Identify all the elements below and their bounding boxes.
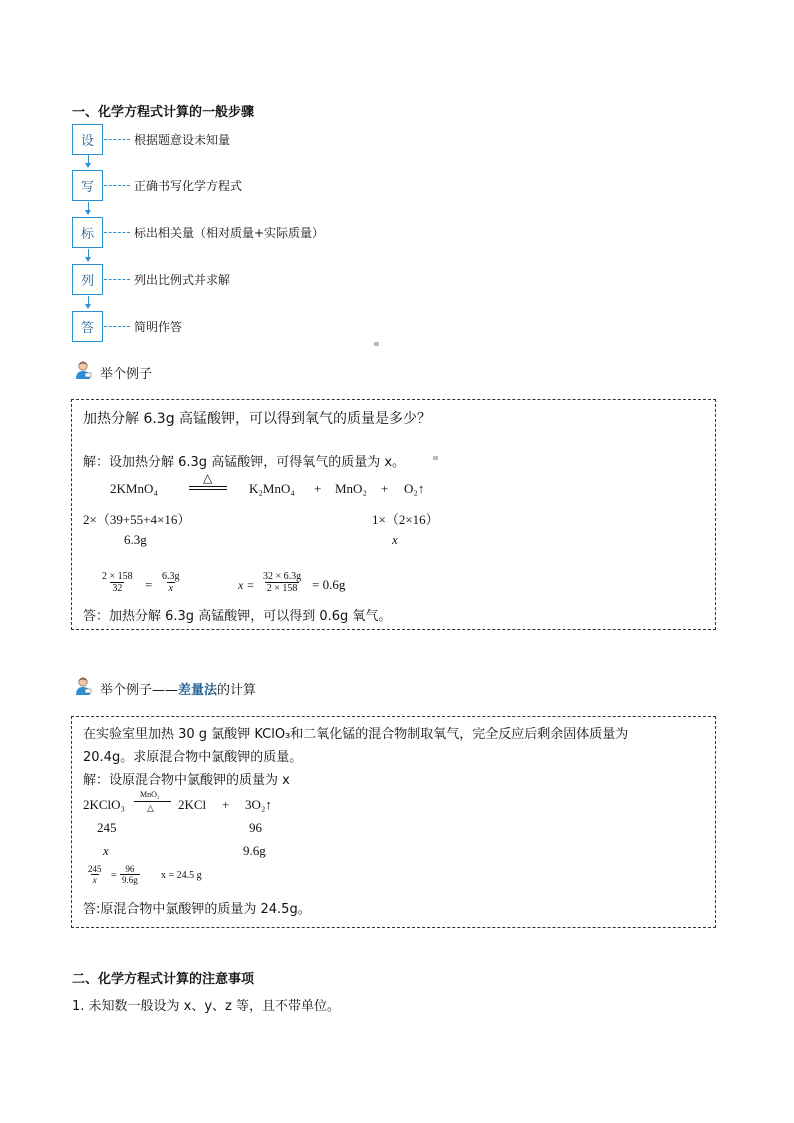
small-mark: [374, 342, 379, 346]
eq1-frac2: $\frac{6.3g}{x}$: [162, 571, 180, 594]
eq2-plus: +: [222, 797, 230, 812]
eq2-rel-left: 245: [97, 820, 117, 835]
eq1-product3: O₂↑: [404, 481, 425, 496]
step-box-2: 写: [72, 170, 103, 201]
eq1-product1: K₂MnO₄: [249, 481, 295, 496]
eq2-equals: =: [111, 870, 117, 881]
eq2-catalyst: MnO₂: [140, 790, 160, 799]
example1-question: 加热分解 6.3g 高锰酸钾，可以得到氧气的质量是多少？: [83, 411, 432, 427]
section1-title: 一、化学方程式计算的一般步骤: [72, 105, 255, 120]
section2-item1: 1. 未知数一般设为 x、y、z 等，且不带单位。: [72, 999, 341, 1014]
eq1-act-left: 6.3g: [124, 532, 147, 547]
eq1-condition: △: [203, 471, 213, 485]
example2-question-line1: 在实验室里加热 30 g 氯酸钾 KClO₃和二氧化锰的混合物制取氧气，完全反应后剩余固体质量为: [83, 727, 629, 742]
eq2-rel-right: 96: [249, 820, 262, 835]
step-box-5: 答: [72, 311, 103, 342]
example1-solution: 解：设加热分解 6.3g 高锰酸钾，可得氧气的质量为 x。: [83, 455, 406, 470]
section2-title: 二、化学方程式计算的注意事项: [72, 972, 255, 987]
eq1-equals: =: [145, 577, 153, 592]
eq1-result: = 0.6g: [312, 577, 346, 592]
eq1-plus1: +: [314, 481, 322, 496]
eq1-rel-right: 1×（2×16）: [372, 512, 439, 527]
step-text-4: 列出比例式并求解: [134, 273, 231, 287]
example1-label: 举个例子: [100, 367, 153, 382]
step-box-1: 设: [72, 124, 103, 155]
eq1-frac1: $\frac{2 \times 158}{32}$: [102, 571, 133, 594]
teacher-icon: [73, 360, 93, 380]
example1-answer: 答：加热分解 6.3g 高锰酸钾，可以得到 0.6g 氧气。: [83, 609, 392, 624]
step-text-3: 标出相关量（相对质量+实际质量）: [134, 226, 325, 240]
eq1-act-right: x: [392, 532, 398, 547]
eq1-reactant: 2KMnO₄: [110, 481, 158, 496]
eq1-rel-left: 2×（39+55+4×16）: [83, 512, 191, 527]
eq2-reactant: 2KClO₃: [83, 797, 126, 812]
example2-label: 举个例子——差量法的计算: [100, 683, 257, 698]
step-text-5: 简明作答: [134, 320, 183, 334]
step-text-1: 根据题意设未知量: [134, 133, 231, 147]
example2-solution: 解：设原混合物中氯酸钾的质量为 x: [83, 773, 290, 788]
eq2-result: x = 24.5 g: [161, 870, 202, 881]
example2-answer: 答:原混合物中氯酸钾的质量为 24.5g。: [83, 902, 311, 917]
eq2-frac2: $\frac{96}{9.6g}$: [122, 864, 138, 885]
eq2-product2: 3O₂↑: [245, 797, 272, 812]
eq2-act-right: 9.6g: [243, 843, 266, 858]
highlight-term: 差量法: [178, 683, 218, 698]
eq1-product2: MnO₂: [335, 481, 367, 496]
eq2-condition: △: [147, 803, 154, 813]
eq2-frac1: $\frac{245}{x}$: [88, 864, 102, 885]
eq1-frac3: $\frac{32 \times 6.3g}{2 \times 158}$: [263, 571, 302, 594]
eq2-product1: 2KCl: [178, 797, 207, 812]
step-box-3: 标: [72, 217, 103, 248]
teacher-icon: [73, 676, 93, 696]
example2-question-line2: 20.4g。求原混合物中氯酸钾的质量。: [83, 750, 303, 765]
step-box-4: 列: [72, 264, 103, 295]
eq2-act-left: x: [103, 843, 109, 858]
step-text-2: 正确书写化学方程式: [134, 179, 243, 193]
eq1-plus2: +: [381, 481, 389, 496]
eq1-x-label: x =: [238, 578, 255, 592]
